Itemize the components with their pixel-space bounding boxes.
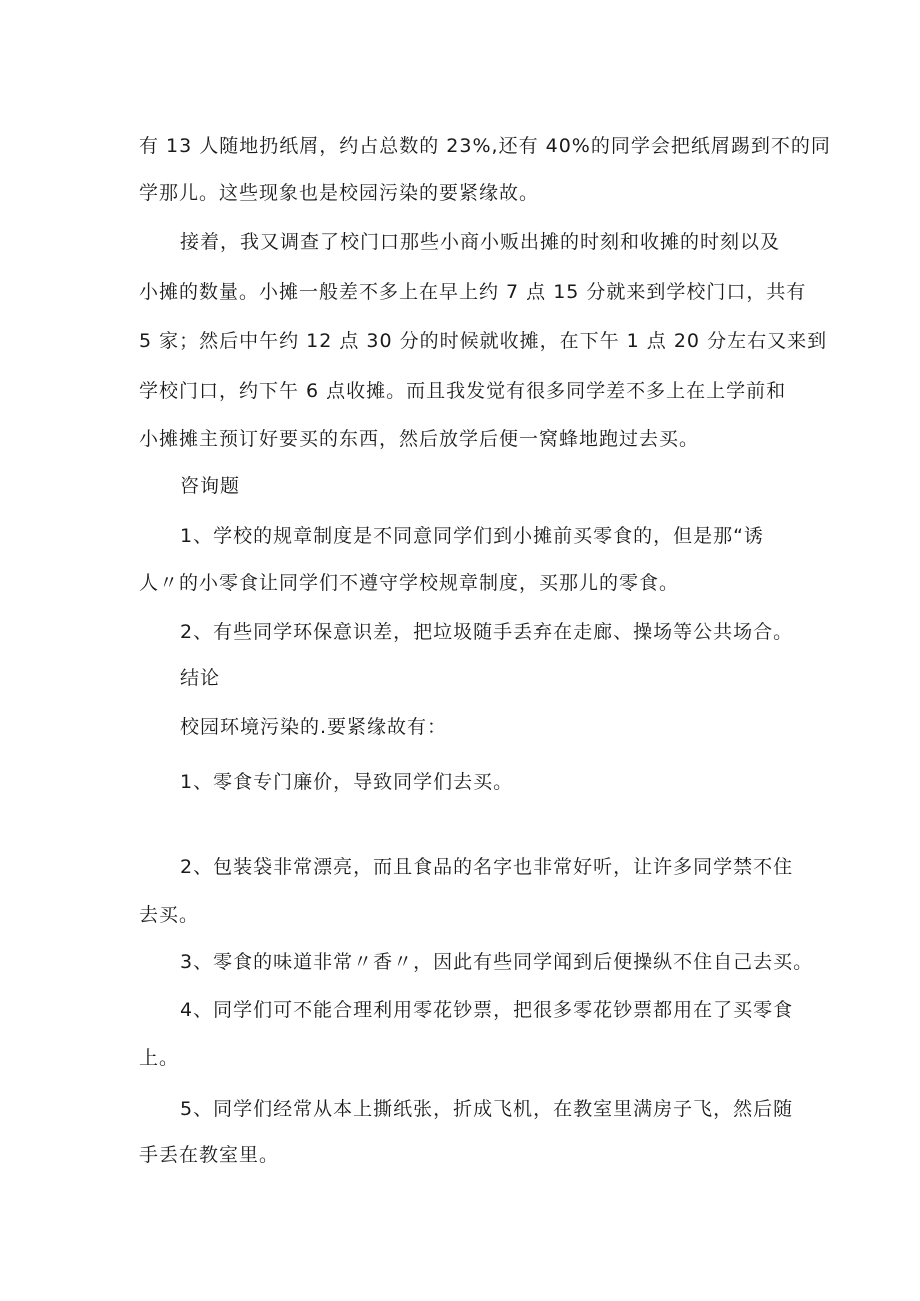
list-item: 5、同学们经常从本上撕纸张，折成飞机，在教室里满房子飞，然后随 bbox=[180, 1098, 794, 1120]
paragraph-line: 有 13 人随地扔纸屑，约占总数的 23%,还有 40%的同学会把纸屑踢到不的同 bbox=[139, 135, 831, 157]
paragraph-line: 5 家；然后中午约 12 点 30 分的时候就收摊，在下午 1 点 20 分左右又来到 bbox=[139, 330, 828, 352]
list-item: 3、零食的味道非常〃香〃，因此有些同学闻到后便操纵不住自己去买。 bbox=[180, 951, 814, 973]
paragraph-line: 校园环境污染的.要紧缘故有： bbox=[180, 716, 448, 738]
paragraph-line: 小摊摊主预订好要买的东西，然后放学后便一窝蜂地跑过去买。 bbox=[139, 428, 700, 450]
list-item-continuation: 上。 bbox=[139, 1047, 180, 1069]
list-item: 2、有些同学环保意识差，把垃圾随手丢弃在走廊、操场等公共场合。 bbox=[180, 621, 794, 643]
paragraph-line: 小摊的数量。小摊一般差不多上在早上约 7 点 15 分就来到学校门口，共有 bbox=[139, 281, 807, 303]
paragraph-line: 学校门口，约下午 6 点收摊。而且我发觉有很多同学差不多上在上学前和 bbox=[139, 380, 787, 402]
list-item: 2、包装袋非常漂亮，而且食品的名字也非常好听，让许多同学禁不住 bbox=[180, 856, 794, 878]
paragraph-line: 学那儿。这些现象也是校园污染的要紧缘故。 bbox=[139, 182, 540, 204]
section-heading: 咨询题 bbox=[180, 475, 241, 497]
section-heading: 结论 bbox=[180, 667, 221, 689]
list-item: 4、同学们可不能合理利用零花钞票，把很多零花钞票都用在了买零食 bbox=[180, 999, 794, 1021]
paragraph-line: 接着，我又调查了校门口那些小商小贩出摊的时刻和收摊的时刻以及 bbox=[180, 231, 781, 253]
list-item-continuation: 人〃的小零食让同学们不遵守学校规章制度，买那儿的零食。 bbox=[139, 572, 680, 594]
list-item-continuation: 去买。 bbox=[139, 904, 200, 926]
list-item-continuation: 手丢在教室里。 bbox=[139, 1144, 280, 1166]
list-item: 1、零食专门廉价，导致同学们去买。 bbox=[180, 771, 514, 793]
list-item: 1、学校的规章制度是不同意同学们到小摊前买零食的，但是那“诱 bbox=[180, 525, 764, 547]
